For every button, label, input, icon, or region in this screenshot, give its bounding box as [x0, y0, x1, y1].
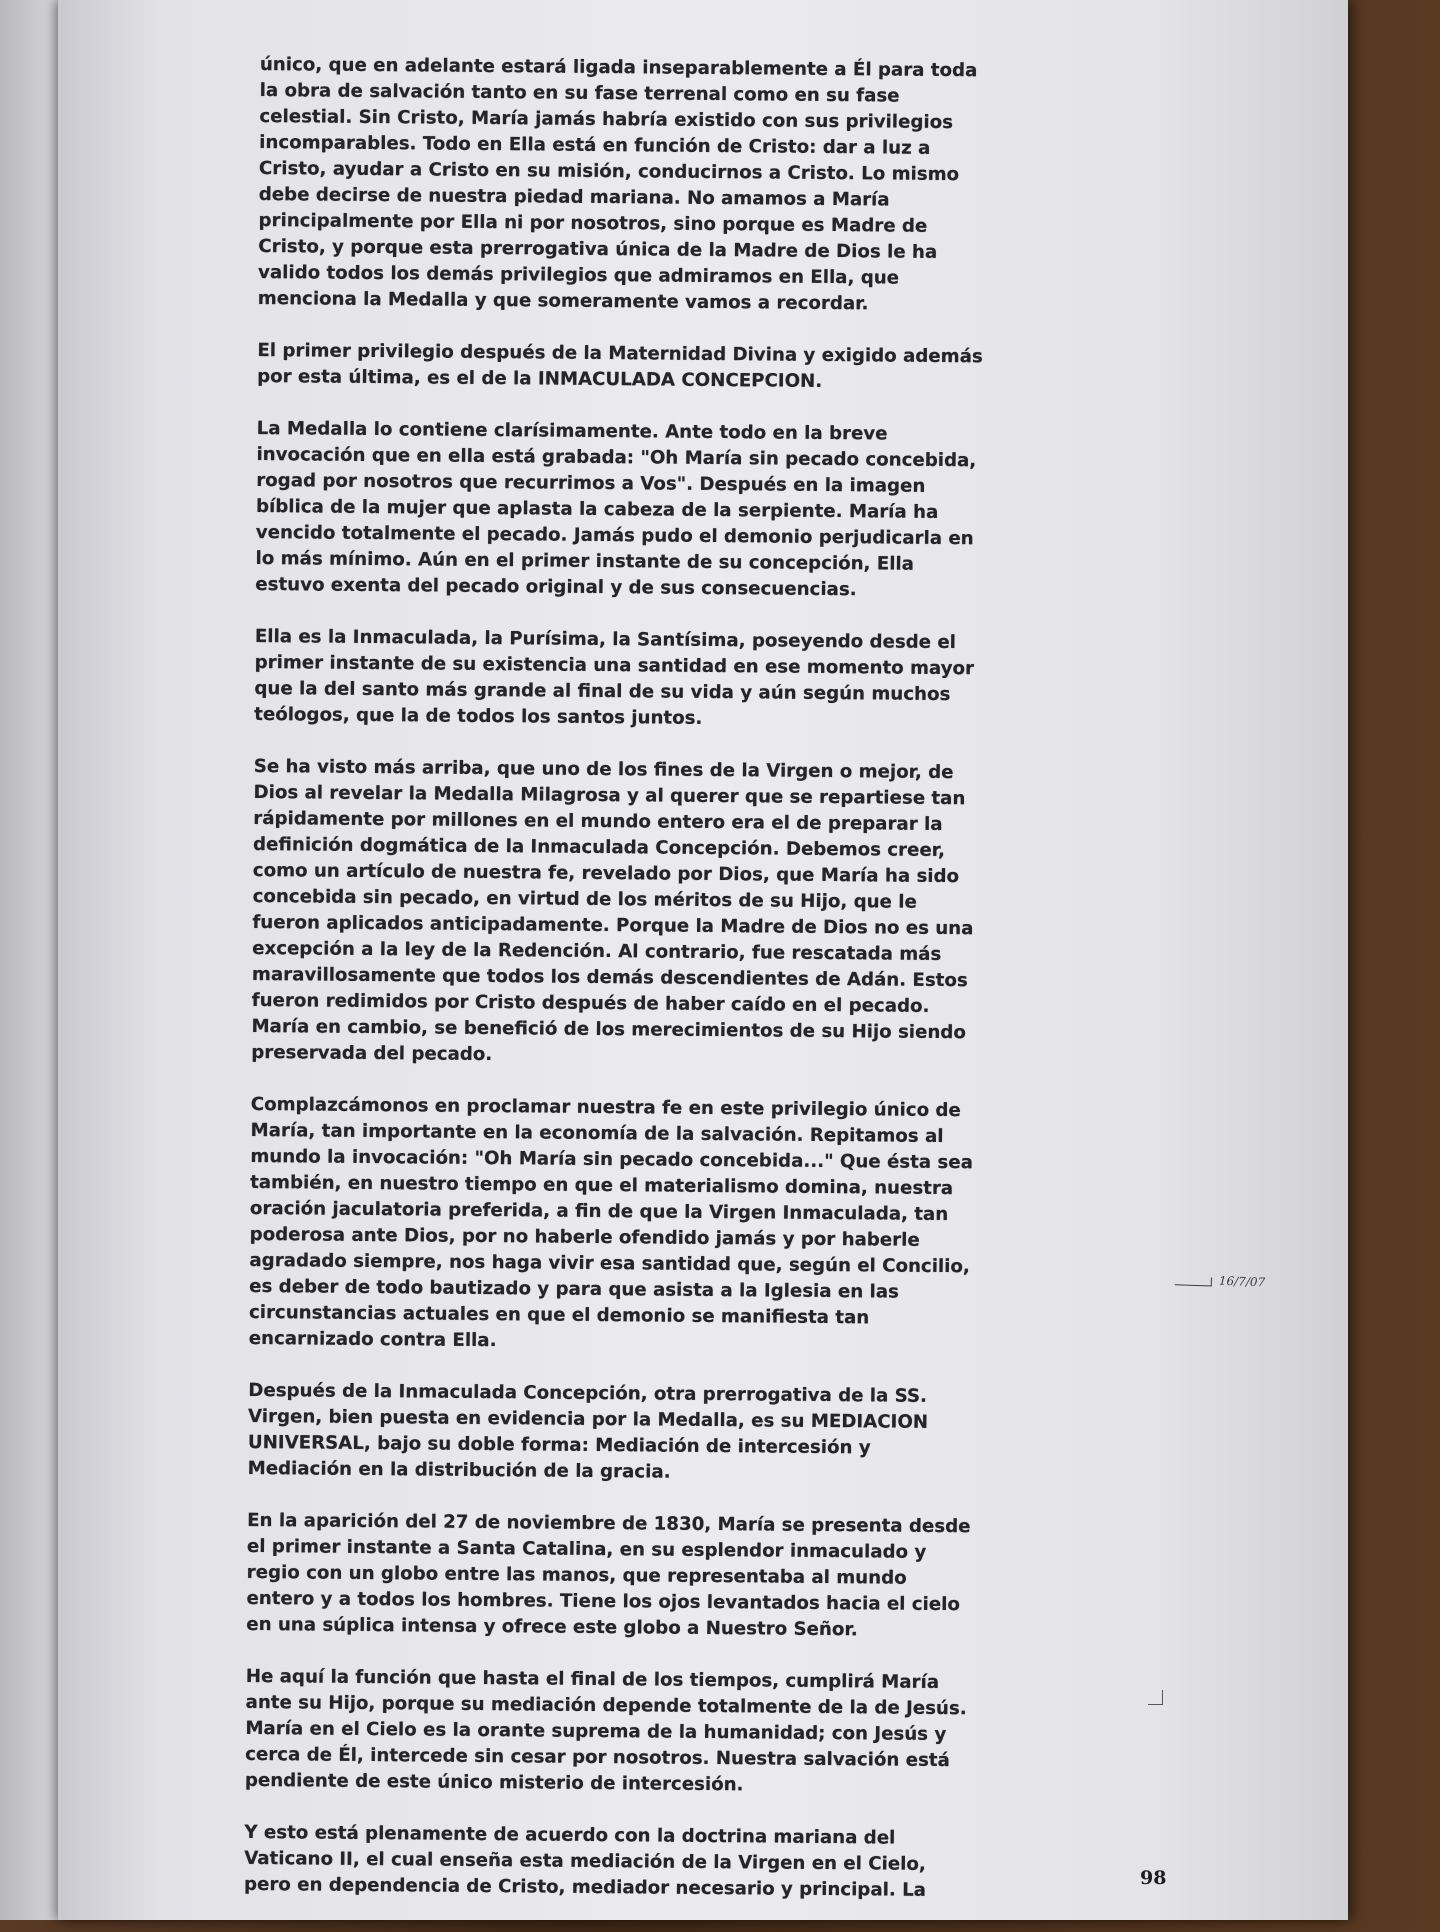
text-line: estuvo exenta del pecado original y de sus consecuencias.	[255, 573, 857, 601]
body-text	[244, 52, 1160, 1932]
text-line: teólogos, que la de todos los santos juntos.	[254, 703, 703, 729]
text-line: en una súplica intensa y ofrece este globo a Nuestro Señor.	[246, 1613, 858, 1641]
text-line: He aquí la función que hasta el final de los tiempos, cumplirá María	[245, 1665, 940, 1693]
text-line: encarnizado contra Ella.	[248, 1327, 497, 1352]
paragraph	[258, 52, 1160, 320]
text-line: Cristo, y porque esta prerrogativa única de la Madre de Dios le ha	[258, 235, 938, 263]
margin-bracket-mark	[1148, 1690, 1163, 1705]
text-line: poderosa ante Dios, por no haberle ofendido jamás y por haberle	[249, 1223, 920, 1251]
paragraph	[255, 416, 1157, 606]
text-line: pendiente de este único misterio de intercesión.	[244, 1769, 744, 1796]
text-line: primer instante de su existencia una santidad en ese momento mayor	[254, 651, 975, 680]
text-line: oración jaculatoria preferida, a fin de que la Virgen Inmaculada, tan	[249, 1197, 949, 1226]
text-line: Virgen, bien puesta en evidencia por la Medalla, es su MEDIACION	[248, 1405, 929, 1433]
text-line: valido todos los demás privilegios que admiramos en Ella, que	[257, 261, 900, 289]
text-line: Después de la Inmaculada Concepción, otra prerrogativa de la SS.	[248, 1379, 928, 1407]
text-line: UNIVERSAL, bajo su doble forma: Mediación de intercesión y	[247, 1431, 871, 1459]
text-line: concebida sin pecado, en virtud de los méritos de su Hijo, que le	[252, 885, 917, 913]
text-line: Dios al revelar la Medalla Milagrosa y al querer que se repartiese tan	[253, 781, 966, 810]
text-line: María, tan importante en la economía de la salvación. Repitamos al	[250, 1119, 944, 1148]
paragraph	[248, 1378, 1149, 1490]
text-line: la obra de salvación tanto en su fase terrenal como en su fase	[259, 79, 900, 107]
text-line: el primer instante a Santa Catalina, en su esplendor inmaculado y	[246, 1535, 927, 1563]
text-line: excepción a la ley de la Redención. Al contrario, fue rescatada más	[252, 937, 942, 965]
paragraph	[244, 1820, 1145, 1906]
text-line: debe decirse de nuestra piedad mariana. No amamos a María	[258, 183, 890, 211]
text-line: Mediación en la distribución de la gracia.	[247, 1457, 671, 1483]
text-line: María en el Cielo es la orante suprema de la humanidad; con Jesús y	[245, 1717, 947, 1746]
text-line: fueron redimidos por Cristo después de haber caído en el pecado.	[251, 989, 930, 1017]
text-line: Complazcámonos en proclamar nuestra fe en este privilegio único de	[250, 1093, 961, 1122]
text-line: menciona la Medalla y que someramente vamos a recordar.	[257, 287, 869, 315]
text-line: preservada del pecado.	[251, 1041, 493, 1066]
text-line: maravillosamente que todos los demás descendientes de Adán. Estos	[251, 963, 968, 992]
text-line: entero y a todos los hombres. Tiene los ojos levantados hacia el cielo	[246, 1587, 960, 1616]
text-line: único, que en adelante estará ligada inseparablemente a Él para toda	[259, 53, 978, 82]
text-line: Y esto está plenamente de acuerdo con la doctrina mariana del	[244, 1821, 896, 1849]
text-line: Se ha visto más arriba, que uno de los fines de la Virgen o mejor, de	[253, 755, 954, 784]
text-line: rápidamente por millones en el mundo entero era el de preparar la	[253, 807, 943, 835]
text-line: por esta última, es el de la INMACULADA CONCEPCION.	[257, 365, 823, 392]
text-line: Vaticano II, el cual enseña esta mediación de la Virgen en el Cielo,	[244, 1847, 926, 1875]
text-line: incomparables. Todo en Ella está en función de Cristo: dar a luz a	[259, 131, 931, 159]
text-line: es deber de todo bautizado y para que asista a la Iglesia en las	[249, 1275, 899, 1303]
paragraph	[254, 624, 1155, 736]
text-line: En la aparición del 27 de noviembre de 1830, María se presenta desde	[247, 1509, 971, 1538]
text-line: regio con un globo entre las manos, que representaba al mundo	[246, 1561, 907, 1589]
paragraph	[251, 754, 1154, 1074]
text-line: celestial. Sin Cristo, María jamás habría existido con sus privilegios	[259, 105, 954, 134]
handwritten-margin-note	[1175, 1266, 1276, 1289]
paragraph	[257, 338, 1157, 398]
text-line: bíblica de la mujer que aplasta la cabeza de la serpiente. María ha	[255, 495, 939, 523]
text-line: como un artículo de nuestra fe, revelado por Dios, que María ha sido	[252, 859, 960, 888]
text-line: rogad por nosotros que recurrimos a Vos". Después en la imagen	[256, 469, 926, 497]
margin-note-date: 16/7/07	[1218, 1273, 1266, 1290]
text-line: Cristo, ayudar a Cristo en su misión, conducirnos a Cristo. Lo mismo	[258, 157, 960, 186]
text-line: principalmente por Ella ni por nosotros, sino porque es Madre de	[258, 209, 928, 237]
text-line: cerca de Él, intercede sin cesar por nosotros. Nuestra salvación está	[245, 1743, 950, 1772]
text-line: ante su Hijo, porque su mediación depende totalmente de la de Jesús.	[245, 1691, 967, 1720]
text-line: que la del santo más grande al final de su vida y aún según muchos	[254, 677, 951, 706]
margin-tick-mark	[1175, 1276, 1212, 1286]
text-line: fueron aplicados anticipadamente. Porque la Madre de Dios no es una	[252, 911, 974, 940]
text-line: también, en nuestro tiempo en que el materialismo domina, nuestra	[250, 1171, 954, 1200]
text-line: Ella es la Inmaculada, la Purísima, la Santísima, poseyendo desde el	[254, 625, 957, 654]
text-line: invocación que en ella está grabada: "Oh María sin pecado concebida,	[256, 443, 977, 472]
paragraph	[245, 1664, 1146, 1802]
text-line: María en cambio, se benefició de los merecimientos de su Hijo siendo	[251, 1015, 966, 1044]
text-line: agradado siempre, nos haga vivir esa santidad que, según el Concilio,	[249, 1249, 970, 1278]
text-line: vencido totalmente el pecado. Jamás pudo el demonio perjudicarla en	[255, 521, 974, 550]
text-line: mundo la invocación: "Oh María sin pecado concebida..." Que ésta sea	[250, 1145, 973, 1174]
text-line: El primer privilegio después de la Maternidad Divina y exigido además	[257, 339, 983, 368]
text-line: definición dogmática de la Inmaculada Concepción. Debemos creer,	[252, 833, 945, 862]
text-line: circunstancias actuales en que el demonio se manifiesta tan	[248, 1301, 870, 1329]
text-line: pero en dependencia de Cristo, mediador necesario y principal. La	[243, 1873, 927, 1901]
page-number: 98	[1140, 1867, 1167, 1889]
paragraph	[249, 1092, 1151, 1360]
text-line: La Medalla lo contiene clarísimamente. Ante todo en la breve	[256, 417, 888, 445]
paragraph	[246, 1508, 1147, 1646]
text-line: lo más mínimo. Aún en el primer instante de su concepción, Ella	[255, 547, 915, 575]
